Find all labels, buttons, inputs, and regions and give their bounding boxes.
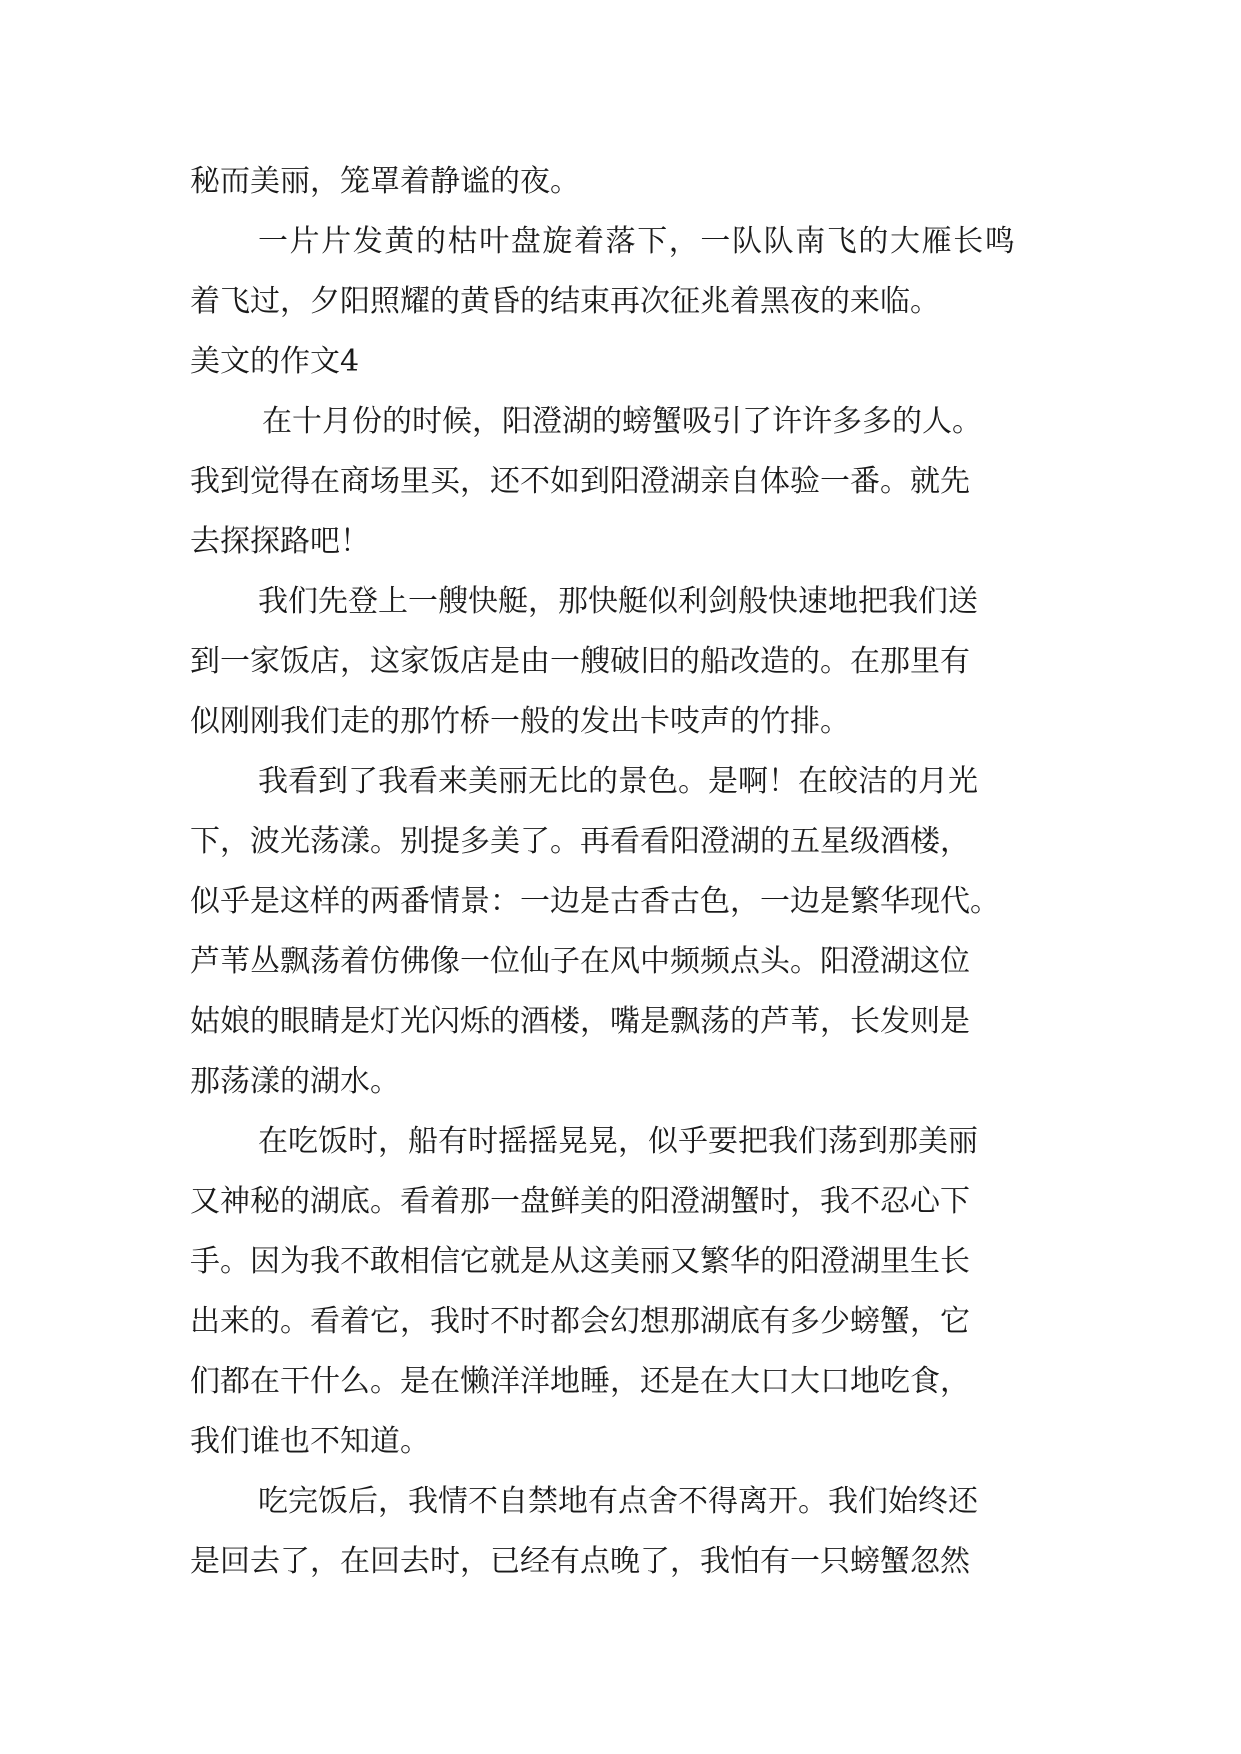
text-line: 着飞过，夕阳照耀的黄昏的结束再次征兆着黑夜的来临。 <box>190 284 940 319</box>
paragraph-start-line: 在吃饭时，船有时摇摇晃晃，似乎要把我们荡到那美丽 <box>258 1124 978 1159</box>
text-line: 秘而美丽，笼罩着静谧的夜。 <box>190 164 580 199</box>
text-line: 姑娘的眼睛是灯光闪烁的酒楼，嘴是飘荡的芦苇，长发则是 <box>190 1004 970 1039</box>
paragraph-start-line: 我看到了我看来美丽无比的景色。是啊！在皎洁的月光 <box>258 764 978 799</box>
paragraph-start-line: 我们先登上一艘快艇，那快艇似利剑般快速地把我们送 <box>258 584 978 619</box>
text-line: 芦苇丛飘荡着仿佛像一位仙子在风中频频点头。阳澄湖这位 <box>190 944 970 979</box>
section-title: 美文的作文4 <box>190 344 360 379</box>
text-line: 到一家饭店，这家饭店是由一艘破旧的船改造的。在那里有 <box>190 644 970 679</box>
text-line: 似刚刚我们走的那竹桥一般的发出卡吱声的竹排。 <box>190 704 850 739</box>
text-line: 那荡漾的湖水。 <box>190 1064 400 1099</box>
paragraph-start-line: 一片片发黄的枯叶盘旋着落下，一队队南飞的大雁长鸣 <box>258 224 1017 259</box>
paragraph-start-line: 吃完饭后，我情不自禁地有点舍不得离开。我们始终还 <box>258 1484 978 1519</box>
text-line: 手。因为我不敢相信它就是从这美丽又繁华的阳澄湖里生长 <box>190 1244 970 1279</box>
text-line: 下，波光荡漾。别提多美了。再看看阳澄湖的五星级酒楼， <box>190 824 970 859</box>
text-line: 又神秘的湖底。看着那一盘鲜美的阳澄湖蟹时，我不忍心下 <box>190 1184 970 1219</box>
text-line: 是回去了，在回去时，已经有点晚了，我怕有一只螃蟹忽然 <box>190 1544 970 1579</box>
text-line: 我们谁也不知道。 <box>190 1424 430 1459</box>
text-line: 们都在干什么。是在懒洋洋地睡，还是在大口大口地吃食， <box>190 1364 970 1399</box>
text-line: 出来的。看着它，我时不时都会幻想那湖底有多少螃蟹，它 <box>190 1304 970 1339</box>
text-line: 似乎是这样的两番情景：一边是古香古色，一边是繁华现代。 <box>190 884 1000 919</box>
paragraph-start-line: 在十月份的时候，阳澄湖的螃蟹吸引了许许多多的人。 <box>262 404 982 439</box>
text-line: 我到觉得在商场里买，还不如到阳澄湖亲自体验一番。就先 <box>190 464 970 499</box>
text-line: 去探探路吧！ <box>190 524 370 559</box>
